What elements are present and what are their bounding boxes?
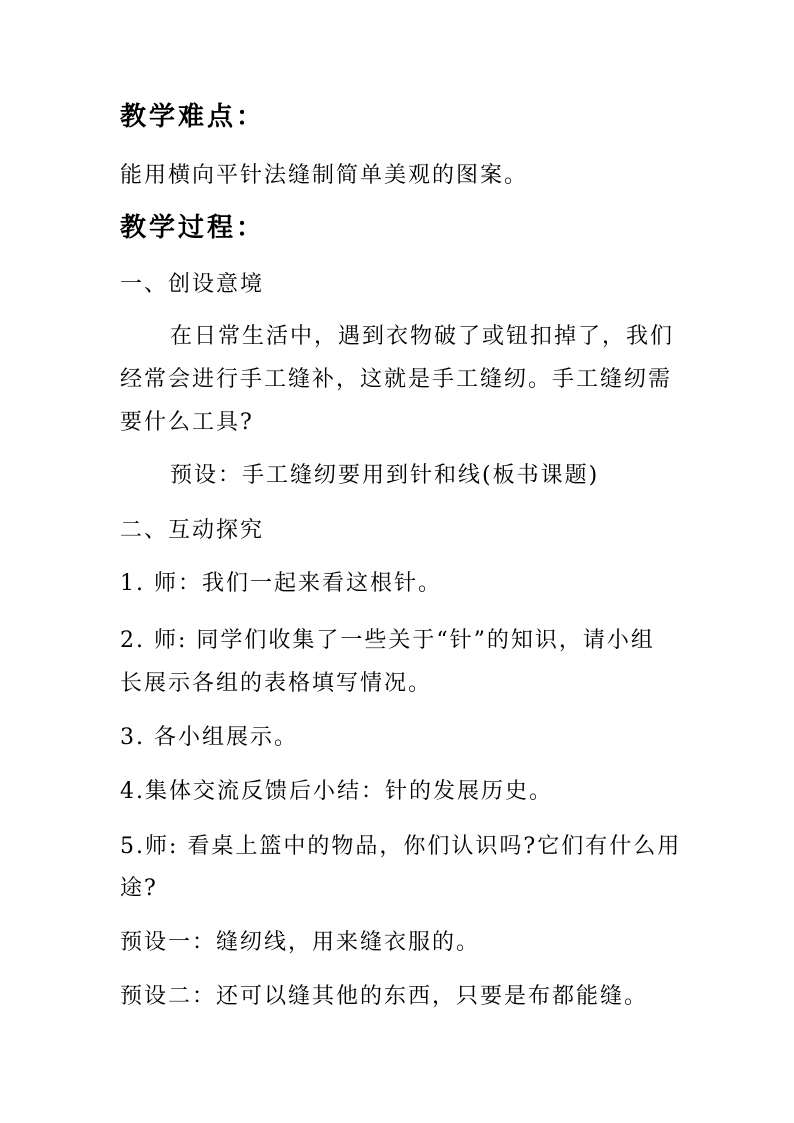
section-2-item: 1. 师：我们一起来看这根针。 bbox=[120, 571, 442, 596]
section-2-item: 3. 各小组展示。 bbox=[120, 725, 298, 750]
section-2-item: 2. 师: 同学们收集了一些关于“针”的知识，请小组 bbox=[120, 628, 655, 653]
section-2-item: 4.集体交流反馈后小结：针的发展历史。 bbox=[120, 779, 553, 804]
section-2-preset: 预设一：缝纫线，用来缝衣服的。 bbox=[120, 930, 481, 955]
section-1-paragraph-line: 要什么工具? bbox=[120, 410, 254, 435]
section-1-preset: 预设：手工缝纫要用到针和线(板书课题) bbox=[170, 463, 600, 488]
section-2-preset: 预设二：还可以缝其他的东西，只要是布都能缝。 bbox=[120, 984, 649, 1009]
section-1-paragraph-line: 在日常生活中，遇到衣物破了或钮扣掉了，我们 bbox=[170, 324, 675, 349]
section-2-title: 二、互动探究 bbox=[120, 518, 265, 543]
section-2-item: 5.师: 看桌上篮中的物品，你们认识吗?它们有什么用 bbox=[120, 834, 682, 859]
section-2-item: 长展示各组的表格填写情况。 bbox=[120, 671, 433, 696]
heading-teaching-process: 教学过程： bbox=[120, 213, 266, 243]
section-1-title: 一、创设意境 bbox=[120, 272, 265, 297]
section-1-paragraph-line: 经常会进行手工缝补，这就是手工缝纫。手工缝纫需 bbox=[120, 367, 673, 392]
difficulty-text: 能用横向平针法缝制简单美观的图案。 bbox=[120, 163, 529, 188]
section-2-item: 途? bbox=[120, 876, 158, 901]
heading-teaching-difficulty: 教学难点： bbox=[120, 102, 266, 132]
